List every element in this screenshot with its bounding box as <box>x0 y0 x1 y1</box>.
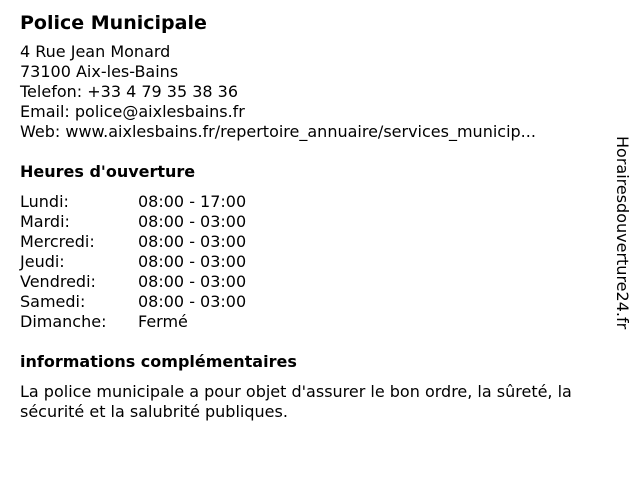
hours-day: Mardi: <box>20 212 70 231</box>
info-text: La police municipale a pour objet d'assurer le bon ordre, la sûreté, la sécurité et la salubrité publiques. <box>20 382 572 421</box>
phone-line: Telefon: +33 4 79 35 38 36 <box>20 82 239 101</box>
hours-day: Jeudi: <box>20 252 65 271</box>
web-line: Web: www.aixlesbains.fr/repertoire_annuaire/services_municip... <box>20 122 536 141</box>
hours-row-saturday <box>20 292 600 312</box>
opening-hours-title: Heures d'ouverture <box>20 162 196 181</box>
hours-row-tuesday <box>20 212 600 232</box>
hours-day: Mercredi: <box>20 232 95 251</box>
hours-row-wednesday <box>20 232 600 252</box>
business-name: Police Municipale <box>20 12 207 34</box>
info-title: informations complémentaires <box>20 352 297 371</box>
opening-hours-table <box>20 192 600 332</box>
hours-day: Lundi: <box>20 192 69 211</box>
email-line: Email: police@aixlesbains.fr <box>20 102 245 121</box>
hours-time: 08:00 - 03:00 <box>138 252 247 271</box>
hours-day: Vendredi: <box>20 272 96 291</box>
hours-time: Fermé <box>138 312 188 331</box>
hours-day: Samedi: <box>20 292 86 311</box>
address-line-2: 73100 Aix-les-Bains <box>20 62 179 81</box>
hours-time: 08:00 - 03:00 <box>138 212 247 231</box>
hours-row-monday <box>20 192 600 212</box>
hours-row-sunday <box>20 312 600 332</box>
site-watermark: Horairesdouverture24.fr <box>613 136 632 330</box>
hours-time: 08:00 - 17:00 <box>138 192 247 211</box>
hours-time: 08:00 - 03:00 <box>138 292 247 311</box>
hours-day: Dimanche: <box>20 312 107 331</box>
hours-time: 08:00 - 03:00 <box>138 272 247 291</box>
hours-row-thursday <box>20 252 600 272</box>
address-line-1: 4 Rue Jean Monard <box>20 42 171 61</box>
hours-time: 08:00 - 03:00 <box>138 232 247 251</box>
business-card <box>20 10 600 422</box>
hours-row-friday <box>20 272 600 292</box>
